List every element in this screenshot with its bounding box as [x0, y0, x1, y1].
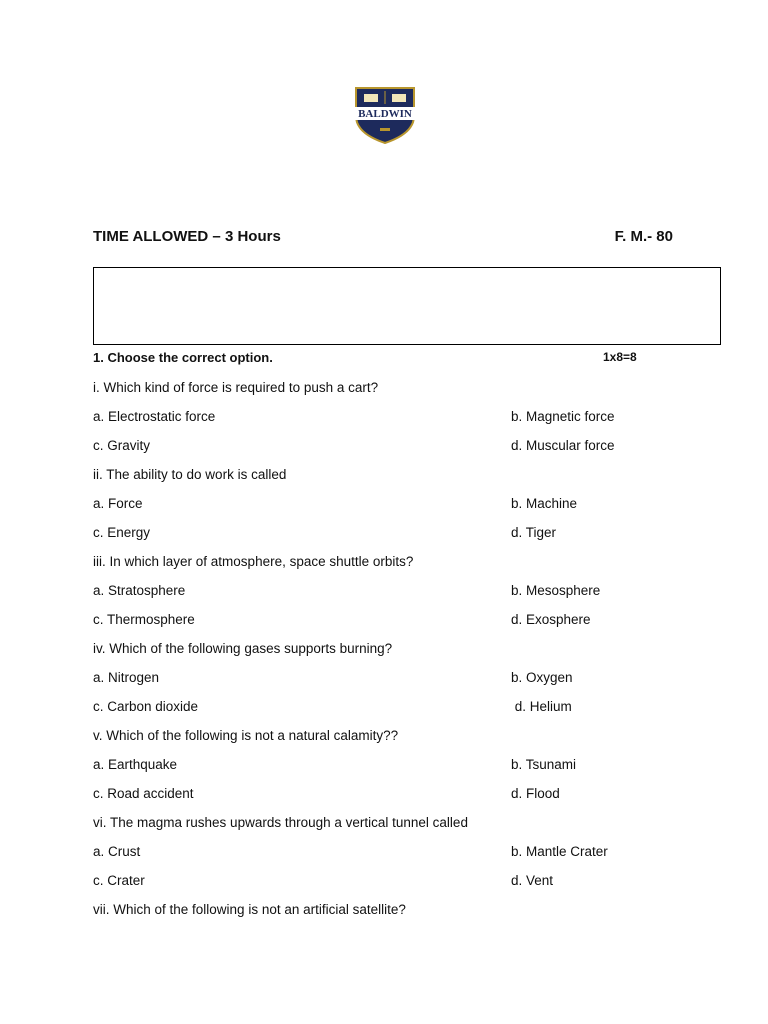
section-marks: 1x8=8 — [603, 350, 637, 364]
option-a: a. Force — [93, 496, 143, 511]
section-title: 1. Choose the correct option. — [93, 350, 273, 365]
option-b: b. Machine — [511, 496, 578, 511]
option-c: c. Thermosphere — [93, 612, 195, 627]
option-c: c. Carbon dioxide — [93, 699, 199, 714]
option-d: d. Flood — [511, 786, 560, 801]
question-text: ii. The ability to do work is called — [93, 467, 287, 482]
logo-text: BALDWIN — [358, 108, 412, 120]
question-text: iv. Which of the following gases supports burning? — [93, 641, 393, 656]
full-marks: F. M.- 80 — [614, 228, 673, 245]
school-crest-icon — [354, 86, 416, 144]
question-text: i. Which kind of force is required to push a cart? — [93, 380, 379, 395]
option-c: c. Energy — [93, 525, 151, 540]
option-a: a. Stratosphere — [93, 583, 186, 598]
exam-header — [93, 228, 673, 248]
option-b: b. Mantle Crater — [511, 844, 608, 859]
option-a: a. Crust — [93, 844, 141, 859]
student-details-box — [93, 267, 721, 345]
question-text: vii. Which of the following is not an artificial satellite? — [93, 902, 406, 917]
question-text: vi. The magma rushes upwards through a vertical tunnel called — [93, 815, 468, 830]
option-a: a. Electrostatic force — [93, 409, 216, 424]
option-c: c. Road accident — [93, 786, 194, 801]
question-text: v. Which of the following is not a natural calamity?? — [93, 728, 399, 743]
option-a: a. Nitrogen — [93, 670, 160, 685]
time-allowed: TIME ALLOWED – 3 Hours — [93, 228, 281, 245]
option-b: b. Mesosphere — [511, 583, 601, 598]
option-d: d. Tiger — [511, 525, 557, 540]
option-b: b. Tsunami — [511, 757, 577, 772]
option-a: a. Earthquake — [93, 757, 178, 772]
option-b: b. Magnetic force — [511, 409, 615, 424]
option-d: d. Helium — [511, 699, 572, 714]
option-d: d. Muscular force — [511, 438, 615, 453]
option-c: c. Gravity — [93, 438, 151, 453]
option-d: d. Vent — [511, 873, 554, 888]
option-b: b. Oxygen — [511, 670, 573, 685]
option-c: c. Crater — [93, 873, 145, 888]
option-d: d. Exosphere — [511, 612, 591, 627]
section-heading — [93, 350, 673, 368]
question-text: iii. In which layer of atmosphere, space shuttle orbits? — [93, 554, 414, 569]
